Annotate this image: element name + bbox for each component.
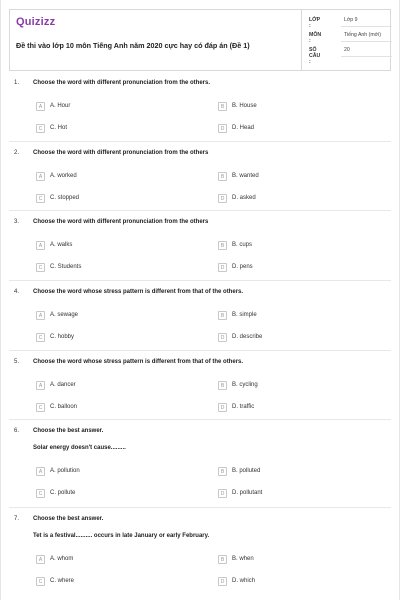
question-divider (9, 350, 391, 351)
answer-option-c[interactable] (36, 403, 186, 413)
option-checkbox[interactable]: A (36, 555, 45, 564)
option-checkbox[interactable]: D (218, 577, 227, 586)
option-label: C. hobby (50, 334, 75, 340)
option-label: D. traffic (232, 404, 255, 410)
meta-count-value: 20 (344, 47, 350, 53)
meta-subject-value: Tiếng Anh (mới) (344, 32, 381, 38)
option-label: B. wanted (232, 173, 259, 179)
option-label: A. whom (50, 556, 74, 562)
option-checkbox[interactable]: A (36, 172, 45, 181)
question-prompt: Tet is a festival.......... occurs in late January or early February. (33, 533, 210, 539)
quizizz-logo: Quizizz (16, 16, 56, 28)
option-label: C. balloon (50, 404, 78, 410)
answer-option-c[interactable] (36, 577, 186, 587)
answer-option-d[interactable] (218, 403, 368, 413)
quiz-title: Đề thi vào lớp 10 môn Tiếng Anh năm 2020 cực hay có đáp án (Đề 1) (16, 41, 250, 50)
option-label: C. Students (50, 264, 82, 270)
question-divider (9, 419, 391, 420)
answer-option-b[interactable] (218, 172, 368, 182)
option-checkbox[interactable]: D (218, 194, 227, 203)
question-number: 4. (14, 289, 20, 295)
question-number: 7. (14, 516, 20, 522)
option-checkbox[interactable]: B (218, 102, 227, 111)
option-label: D. which (232, 578, 256, 584)
answer-option-c[interactable] (36, 263, 186, 273)
meta-grade-underline (341, 26, 392, 27)
option-checkbox[interactable]: C (36, 403, 45, 412)
answer-option-a[interactable] (36, 555, 186, 565)
option-label: C. pollute (50, 490, 76, 496)
answer-option-c[interactable] (36, 124, 186, 134)
option-checkbox[interactable]: C (36, 333, 45, 342)
option-label: B. polluted (232, 468, 261, 474)
option-label: D. pollutant (232, 490, 263, 496)
quiz-header (9, 9, 391, 71)
option-checkbox[interactable]: D (218, 489, 227, 498)
option-checkbox[interactable]: A (36, 467, 45, 476)
answer-option-c[interactable] (36, 194, 186, 204)
option-label: B. cycling (232, 382, 258, 388)
option-checkbox[interactable]: B (218, 311, 227, 320)
option-label: D. pens (232, 264, 253, 270)
option-checkbox[interactable]: B (218, 555, 227, 564)
answer-option-d[interactable] (218, 489, 368, 499)
option-checkbox[interactable]: A (36, 241, 45, 250)
option-label: A. worked (50, 173, 77, 179)
option-label: A. Hour (50, 103, 71, 109)
meta-subject-label: MÔN : (309, 32, 322, 44)
question-divider (9, 507, 391, 508)
question-text: Choose the word whose stress pattern is different from that of the others. (33, 289, 244, 295)
question-divider (9, 210, 391, 211)
answer-option-b[interactable] (218, 102, 368, 112)
option-checkbox[interactable]: C (36, 263, 45, 272)
question-divider (9, 280, 391, 281)
answer-option-a[interactable] (36, 381, 186, 391)
option-label: D. asked (232, 195, 256, 201)
answer-option-a[interactable] (36, 172, 186, 182)
option-checkbox[interactable]: B (218, 381, 227, 390)
option-checkbox[interactable]: C (36, 124, 45, 133)
option-label: D. Head (232, 125, 255, 131)
option-label: B. simple (232, 312, 257, 318)
meta-grade-value: Lớp 9 (344, 17, 358, 23)
answer-option-b[interactable] (218, 467, 368, 477)
option-checkbox[interactable]: A (36, 311, 45, 320)
header-divider (301, 10, 302, 70)
meta-grade-label: LỚP : (309, 17, 320, 29)
option-checkbox[interactable]: B (218, 241, 227, 250)
option-label: A. sewage (50, 312, 79, 318)
answer-option-a[interactable] (36, 241, 186, 251)
option-checkbox[interactable]: D (218, 124, 227, 133)
answer-option-b[interactable] (218, 555, 368, 565)
question-prompt: Solar energy doesn't cause......... (33, 445, 126, 451)
question-number: 6. (14, 428, 20, 434)
option-checkbox[interactable]: D (218, 333, 227, 342)
answer-option-a[interactable] (36, 102, 186, 112)
answer-option-c[interactable] (36, 333, 186, 343)
answer-option-c[interactable] (36, 489, 186, 499)
question-divider (9, 141, 391, 142)
question-text: Choose the word with different pronunciation from the others (33, 219, 209, 225)
answer-option-a[interactable] (36, 467, 186, 477)
option-checkbox[interactable]: C (36, 194, 45, 203)
option-label: C. where (50, 578, 75, 584)
question-number: 3. (14, 219, 20, 225)
option-label: B. when (232, 556, 254, 562)
question-text: Choose the word with different pronunciation from the others. (33, 80, 210, 86)
option-label: A. pollution (50, 468, 80, 474)
option-label: D. describe (232, 334, 263, 340)
option-checkbox[interactable]: A (36, 102, 45, 111)
option-checkbox[interactable]: D (218, 403, 227, 412)
option-checkbox[interactable]: B (218, 467, 227, 476)
question-number: 5. (14, 359, 20, 365)
answer-option-b[interactable] (218, 381, 368, 391)
question-text: Choose the best answer. (33, 428, 104, 434)
option-checkbox[interactable]: A (36, 381, 45, 390)
question-text: Choose the best answer. (33, 516, 104, 522)
meta-count-underline (341, 56, 392, 57)
answer-option-d[interactable] (218, 263, 368, 273)
option-checkbox[interactable]: C (36, 489, 45, 498)
answer-option-d[interactable] (218, 333, 368, 343)
option-checkbox[interactable]: C (36, 577, 45, 586)
option-label: B. cups (232, 242, 253, 248)
question-text: Choose the word with different pronunciation from the others (33, 150, 209, 156)
question-text: Choose the word whose stress pattern is different from that of the others. (33, 359, 244, 365)
answer-option-a[interactable] (36, 311, 186, 321)
answer-option-b[interactable] (218, 241, 368, 251)
answer-option-b[interactable] (218, 311, 368, 321)
option-checkbox[interactable]: B (218, 172, 227, 181)
question-number: 1. (14, 80, 20, 86)
meta-subject-underline (341, 41, 392, 42)
meta-count-label: SỐ CÂU : (309, 47, 321, 65)
option-label: A. dancer (50, 382, 76, 388)
option-checkbox[interactable]: D (218, 263, 227, 272)
answer-option-d[interactable] (218, 194, 368, 204)
option-label: B. House (232, 103, 257, 109)
question-number: 2. (14, 150, 20, 156)
option-label: A. walks (50, 242, 73, 248)
answer-option-d[interactable] (218, 124, 368, 134)
option-label: C. stopped (50, 195, 80, 201)
answer-option-d[interactable] (218, 577, 368, 587)
option-label: C. Hot (50, 125, 68, 131)
